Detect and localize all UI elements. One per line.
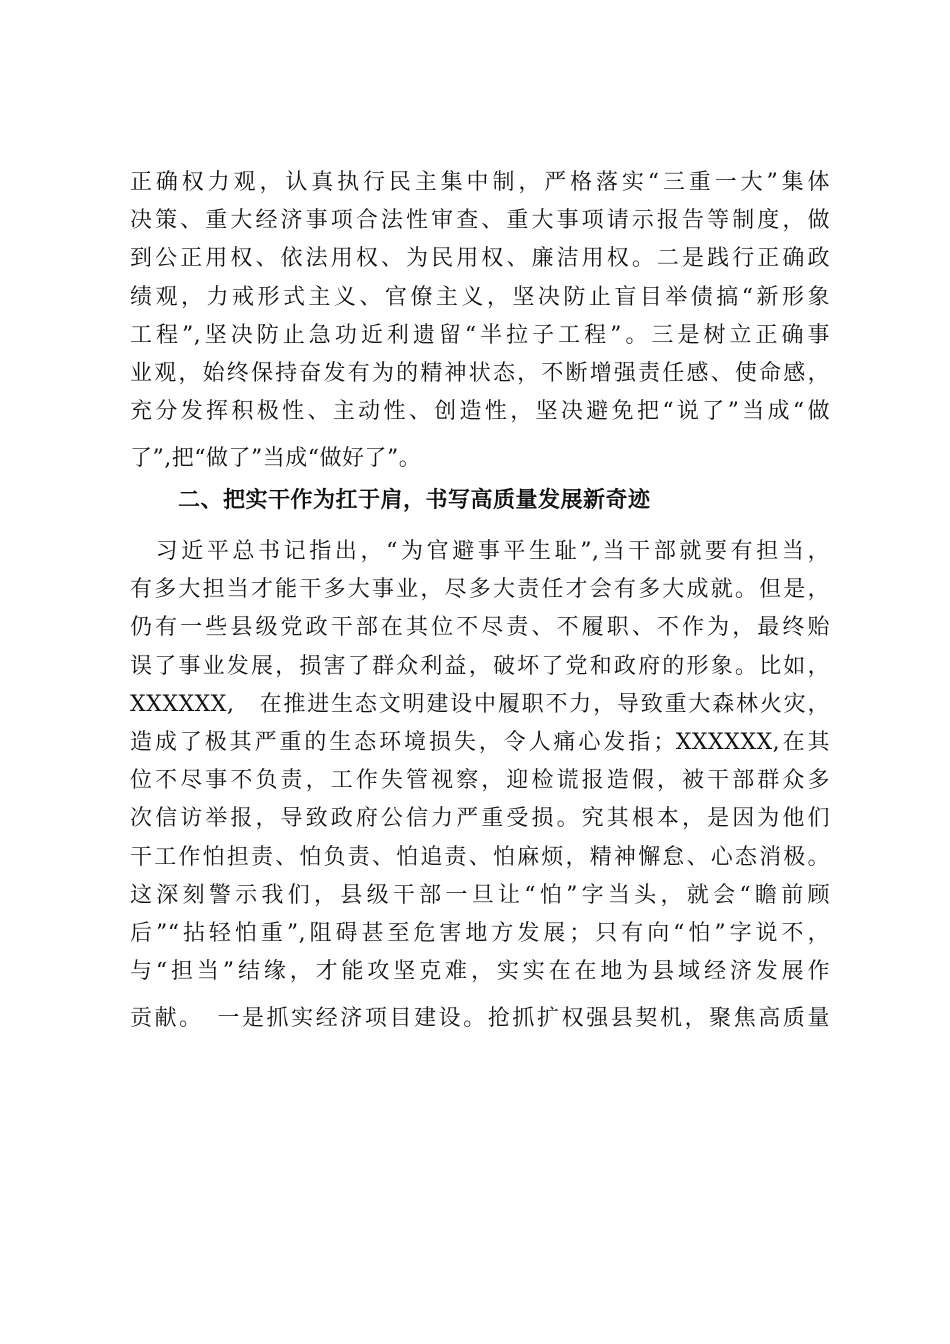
paragraph-line: 干工作怕担责、怕负责、怕追责、怕麻烦，精神懈怠、心态消极。 (130, 845, 830, 870)
paragraph-line: 业观，始终保持奋发有为的精神状态，不断增强责任感、使命感， (130, 361, 830, 386)
paragraph-line: 绩观，力戒形式主义、官僚主义，坚决防止盲目举债搞“新形象 (130, 285, 830, 310)
paragraph-line: 次信访举报，导致政府公信力严重受损。究其根本，是因为他们 (130, 806, 830, 831)
paragraph-line: 有多大担当才能干多大事业，尽多大责任才会有多大成就。但是， (130, 577, 830, 602)
paragraph-line: 与“担当”结缘，才能攻坚克难，实实在在地为县域经济发展作 (130, 959, 830, 984)
paragraph-line: 贡献。 一是抓实经济项目建设。抢抓扩权强县契机，聚焦高质量 (130, 1006, 830, 1031)
paragraph-line: 习近平总书记指出，“为官避事平生耻”,当干部就要有担当， (130, 539, 830, 564)
paragraph-line: 正确权力观，认真执行民主集中制，严格落实“三重一大”集体 (130, 170, 830, 195)
paragraph-line: 到公正用权、依法用权、为民用权、廉洁用权。二是践行正确政 (130, 246, 830, 271)
paragraph-line: 仍有一些县级党政干部在其位不尽责、不履职、不作为，最终贻 (130, 615, 830, 640)
paragraph-line: 了”,把“做了”当成“做好了”。 (130, 446, 422, 471)
paragraph-line: 决策、重大经济事项合法性审查、重大事项请示报告等制度，做 (130, 208, 830, 233)
section-heading: 二、把实干作为扛于肩，书写高质量发展新奇迹 (178, 488, 651, 513)
paragraph-line: XXXXXX, 在推进生态文明建设中履职不力，导致重大森林火灾， (130, 692, 830, 717)
paragraph-line: 后”“拈轻怕重”,阻碍甚至危害地方发展；只有向“怕”字说不， (130, 921, 830, 946)
paragraph-line: 充分发挥积极性、主动性、创造性，坚决避免把“说了”当成“做 (130, 399, 830, 424)
paragraph-line: 造成了极其严重的生态环境损失，令人痛心发指；XXXXXX,在其 (130, 730, 830, 755)
paragraph-line: 误了事业发展，损害了群众利益，破坏了党和政府的形象。比如， (130, 654, 830, 679)
paragraph-line: 位不尽事不负责，工作失管视察，迎检谎报造假，被干部群众多 (130, 768, 830, 793)
paragraph-line: 工程”,坚决防止急功近利遗留“半拉子工程”。三是树立正确事 (130, 323, 830, 348)
paragraph-line: 这深刻警示我们，县级干部一旦让“怕”字当头，就会“瞻前顾 (130, 883, 830, 908)
